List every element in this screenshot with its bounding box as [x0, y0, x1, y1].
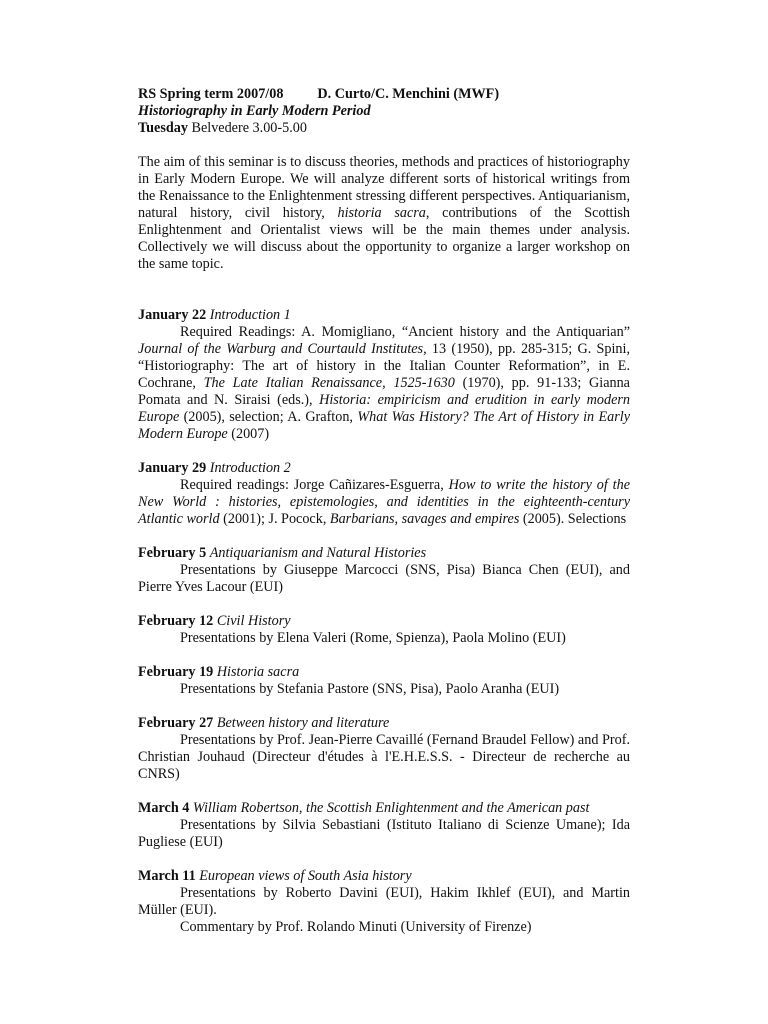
session-commentary: Commentary by Prof. Rolando Minuti (University of Firenze): [180, 919, 532, 935]
session-feb27: [138, 715, 630, 783]
session-topic: Between history and literature: [216, 715, 390, 731]
session-heading: [138, 545, 630, 562]
seminar-title: Historiography in Early Modern Period: [138, 103, 371, 119]
reading-text: (2005), selection; A. Grafton,: [179, 409, 358, 425]
aim-text-italic: historia sacra: [337, 205, 426, 221]
session-heading: [138, 613, 630, 630]
session-mar4: [138, 800, 630, 851]
session-topic: European views of South Asia history: [199, 868, 412, 884]
session-feb12: [138, 613, 630, 647]
session-heading: [138, 460, 630, 477]
reading-text: Required readings: Jorge Cañizares-Esguerra,: [180, 477, 449, 493]
session-presentations: Presentations by Prof. Jean-Pierre Cavaillé (Fernand Braudel Fellow) and Prof. Christian Jouhaud (Directeur d'études à l'E.H.E.S.S. - Directeur de recherche au CNRS): [138, 732, 630, 782]
reading-title: What Was History? The Art of History in Early Modern Europe: [138, 409, 630, 442]
course-term: RS Spring term 2007/08: [138, 86, 284, 102]
session-date: January 22: [138, 307, 207, 323]
session-feb5: [138, 545, 630, 596]
reading-text: (2005). Selections: [519, 511, 627, 527]
document-page: [138, 86, 630, 936]
seminar-day: Tuesday: [138, 120, 188, 136]
instructors: D. Curto/C. Menchini (MWF): [317, 86, 500, 102]
reading-text: (2001); J. Pocock,: [219, 511, 330, 527]
session-topic: Introduction 1: [209, 307, 291, 323]
session-date: March 11: [138, 868, 196, 884]
seminar-place-time: Belvedere 3.00-5.00: [191, 120, 307, 136]
session-presentations: Presentations by Silvia Sebastiani (Istituto Italiano di Scienze Umane); Ida Pugliese (EUI): [138, 817, 630, 850]
schedule-line: [138, 120, 630, 137]
session-topic: William Robertson, the Scottish Enlightenment and the American past: [192, 800, 590, 816]
session-jan22: [138, 307, 630, 443]
aim-paragraph: [138, 154, 630, 273]
course-line: [138, 86, 630, 103]
session-heading: [138, 715, 630, 732]
session-mar11: [138, 868, 630, 936]
reading-text: (2007): [227, 426, 270, 442]
reading-text: , 13 (1950), pp. 285-315; G. Spini, “Historiography: The art of history in the Italian Counter Reformation”, in E. Cochrane,: [138, 341, 631, 391]
session-date: January 29: [138, 460, 207, 476]
session-date: February 12: [138, 613, 214, 629]
session-heading: [138, 664, 630, 681]
reading-title: Journal of the Warburg and Courtauld Institutes: [138, 341, 424, 357]
session-feb19: [138, 664, 630, 698]
session-presentations: Presentations by Elena Valeri (Rome, Spienza), Paola Molino (EUI): [180, 630, 566, 646]
session-presentations: Presentations by Stefania Pastore (SNS, Pisa), Paolo Aranha (EUI): [180, 681, 560, 697]
session-readings: [138, 477, 630, 528]
session-presentations: Presentations by Roberto Davini (EUI), Hakim Ikhlef (EUI), and Martin Müller (EUI).: [138, 885, 630, 918]
aim-text-1: The aim of this seminar is to discuss theories, methods and practices of historiography in Early Modern Europe. We will analyze different sorts of historical writings from the Renaissance to the Enlightenment stressing different perspectives. Antiquarianism, natural history, civil history,: [138, 154, 630, 221]
session-topic: Antiquarianism and Natural Histories: [209, 545, 427, 561]
reading-text: (1970), pp. 91-133; Gianna Pomata and N. Siraisi (eds.),: [138, 375, 630, 408]
session-date: February 19: [138, 664, 214, 680]
reading-title: Barbarians, savages and empires: [329, 511, 520, 527]
document-header: [138, 86, 630, 137]
reading-text: Required Readings: A. Momigliano, “Ancient history and the Antiquarian”: [180, 324, 630, 340]
session-date: March 4: [138, 800, 190, 816]
session-date: February 5: [138, 545, 207, 561]
session-date: February 27: [138, 715, 214, 731]
session-heading: [138, 868, 630, 885]
aim-text-2: , contributions of the Scottish Enlightenment and Orientalist views will be the main themes under analysis. Collectively we will discuss about the opportunity to organize a larger workshop on the same topic.: [138, 205, 630, 272]
session-topic: Introduction 2: [209, 460, 291, 476]
session-topic: Historia sacra: [216, 664, 300, 680]
session-readings: [138, 324, 630, 443]
session-topic: Civil History: [216, 613, 291, 629]
session-presentations: Presentations by Giuseppe Marcocci (SNS, Pisa) Bianca Chen (EUI), and Pierre Yves Lacour (EUI): [138, 562, 630, 595]
session-heading: [138, 800, 630, 817]
reading-title: How to write the history of the New World : histories, epistemologies, and identities in the eighteenth-century Atlantic world: [138, 477, 630, 527]
session-heading: [138, 307, 630, 324]
session-jan29: [138, 460, 630, 528]
reading-title: The Late Italian Renaissance, 1525-1630: [203, 375, 455, 391]
reading-title: Historia: empiricism and erudition in early modern Europe: [138, 392, 631, 425]
